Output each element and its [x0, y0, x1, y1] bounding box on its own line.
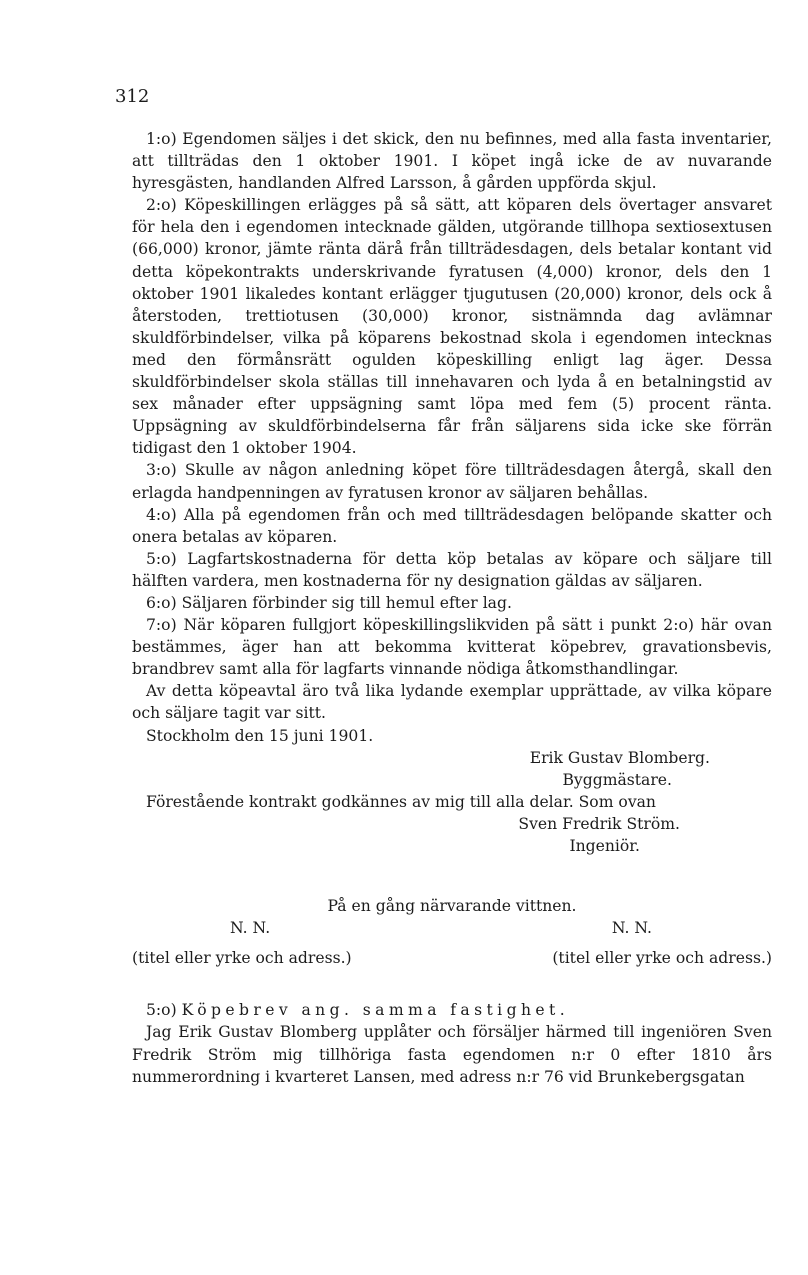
seller-name: Erik Gustav Blomberg. — [529, 748, 710, 767]
clause-3: 3:o) Skulle av någon anledning köpet före tillträdesdagen återgå, skall den erlagda handpenningen av fyratusen kronor av säljaren behållas. — [132, 461, 772, 502]
buyer-title: Ingeniör. — [569, 837, 640, 855]
clause-2: 2:o) Köpeskillingen erlägges på så sätt, att köparen dels övertager ansvaret för hela den i egendomen intecknade gälden, utgörande tillhopa sextiosextusen (66,000) kronor, jämte ränta därå från tillträdesdagen, dels betalar kontant vid detta köpekontrakts underskrivande fyratusen (4,000) kronor, dels den 1 oktober 1901 likaledes kontant erlägger tjugutusen (20,000) kronor, dels ock å återstoden, trettiotusen (30,000) kronor, sistnämnda dag avlämnar skuldförbindelser, vilka på köparens bekostnad skola i egendomen intecknas med den förmånsrätt ogulden köpeskilling enligt lag äger. Dessa skuldförbindelser skola ställas till innehavaren och lyda å en betalningstid av sex månader efter uppsägning samt löpa med fem (5) procent ränta. Uppsägning av skuldförbindelserna får från säljarens sida icke ske förrän tidigast den 1 oktober 1904. — [132, 196, 772, 458]
place-date: Stockholm den 15 juni 1901. — [146, 726, 374, 745]
clause-6: 6:o) Säljaren förbinder sig till hemul efter lag. — [146, 593, 512, 612]
witness-left-note: (titel eller yrke och adress.) — [132, 949, 352, 968]
witness-left-name: N. N. — [230, 919, 271, 938]
section-heading — [132, 999, 772, 1021]
approval-text: Förestående kontrakt godkännes av mig till alla delar. Som ovan — [146, 792, 656, 811]
witness-right-name: N. N. — [611, 919, 652, 938]
copies-paragraph: Av detta köpeavtal äro två lika lydande exemplar upprättade, av vilka köpare och säljare tagit var sitt. — [132, 682, 772, 723]
witness-heading: På en gång närvarande vittnen. — [327, 897, 577, 916]
clause-5: 5:o) Lagfartskostnaderna för detta köp betalas av köpare och säljare till hälften vardera, men kostnaderna för ny designation gäldas av säljaren. — [132, 549, 772, 590]
witness-notes — [132, 947, 772, 969]
clause-4: 4:o) Alla på egendomen från och med tillträdesdagen belöpande skatter och onera betalas av köparen. — [132, 505, 772, 546]
witness-right-note: (titel eller yrke och adress.) — [552, 949, 772, 968]
section-number: 5:o) — [146, 1001, 177, 1020]
document-body — [132, 128, 772, 1088]
final-paragraph: Jag Erik Gustav Blomberg upplåter och försäljer härmed till ingeniören Sven Fredrik Ström mig tillhöriga fasta egendomen n:r 0 efter 1810 års nummerordning i kvarteret Lansen, med adress n:r 76 vid Brunkebergsgatan — [132, 1023, 772, 1086]
witness-names — [132, 917, 772, 939]
clause-1: 1:o) Egendomen säljes i det skick, den nu befinnes, med alla fasta inventarier, att tillträdas den 1 oktober 1901. I köpet ingå icke de av nuvarande hyresgästen, handlanden Alfred Larsson, å gården uppförda skjul. — [132, 130, 772, 193]
clause-7: 7:o) När köparen fullgjort köpeskillingslikviden på sätt i punkt 2:o) här ovan bestämmes, äger han att bekomma kvitterat köpebrev, gravationsbevis, brandbrev samt alla för lagfarts vinnande nödiga åtkomsthandlingar. — [132, 616, 772, 679]
seller-title: Byggmästare. — [562, 770, 672, 789]
page-number: 312 — [115, 86, 150, 107]
buyer-name: Sven Fredrik Ström. — [518, 814, 680, 833]
section-title: Köpebrev ang. samma fastighet. — [181, 1001, 570, 1020]
